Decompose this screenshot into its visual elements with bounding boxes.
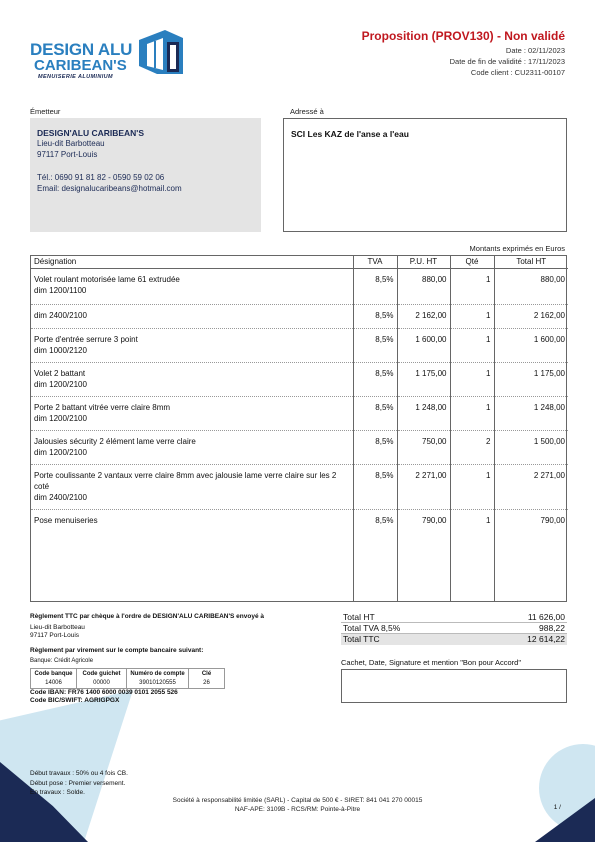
item-tva: 8,5% <box>353 396 397 430</box>
reglement-cheque: Règlement TTC par chèque à l'ordre de DESIGN'ALU CARIBEAN'S envoyé à <box>30 613 264 620</box>
footer-legal-line2: NAF-APE: 3109B - RCS/RM: Pointe-à-Pitre <box>234 806 361 813</box>
item-desc: Volet 2 battant <box>34 368 86 378</box>
bic: Code BIC/SWIFT: AGRIGPGX <box>30 697 120 704</box>
bank-header-cell: Clé <box>189 669 225 679</box>
item-desc: dim 2400/2100 <box>34 310 87 320</box>
bank-header-cell: Code banque <box>31 669 77 679</box>
header-designation: Désignation <box>31 256 353 268</box>
item-total: 1 248,00 <box>494 396 568 430</box>
header-tva: TVA <box>353 256 397 268</box>
item-desc: Jalousies sécurity 2 élément lame verre claire <box>34 436 196 446</box>
table-row <box>31 430 568 464</box>
bank-header-cell: Code guichet <box>77 669 127 679</box>
item-total: 1 600,00 <box>494 328 568 362</box>
total-tva-value: 988,22 <box>539 623 565 633</box>
total-ht-row <box>341 612 567 623</box>
item-total: 1 175,00 <box>494 362 568 396</box>
window-logo-icon <box>135 28 185 76</box>
item-desc: Pose menuiseries <box>34 515 98 525</box>
column-divider <box>450 269 451 601</box>
item-sub: dim 1200/2100 <box>34 413 87 423</box>
bank-value-cell: 39010120555 <box>127 679 189 689</box>
item-desc: Porte d'entrée serrure 3 point <box>34 334 138 344</box>
item-total: 880,00 <box>494 268 568 304</box>
reglement-address1: Lieu-dit Barbotteau <box>30 624 85 631</box>
item-pu: 1 175,00 <box>397 362 450 396</box>
item-total: 1 500,00 <box>494 430 568 464</box>
item-pu: 750,00 <box>397 430 450 464</box>
item-sub: dim 1200/2100 <box>34 379 87 389</box>
proposal-title: Proposition (PROV130) - Non validé <box>361 29 565 43</box>
destinataire-label: Adressé à <box>290 107 324 116</box>
column-divider <box>494 269 495 601</box>
total-ttc-value: 12 614,22 <box>527 634 565 644</box>
item-description <box>31 362 353 396</box>
table-row <box>31 396 568 430</box>
item-qty: 1 <box>450 396 494 430</box>
item-tva: 8,5% <box>353 328 397 362</box>
item-tva: 8,5% <box>353 362 397 396</box>
column-divider <box>397 269 398 601</box>
bank-value-cell: 14006 <box>31 679 77 689</box>
item-description <box>31 328 353 362</box>
item-tva: 8,5% <box>353 509 397 533</box>
item-tva: 8,5% <box>353 464 397 509</box>
table-row <box>31 268 568 304</box>
table-row <box>31 328 568 362</box>
emetteur-name: DESIGN'ALU CARIBEAN'S <box>37 128 144 138</box>
logo-text-line2: CARIBEAN'S <box>34 57 127 74</box>
item-pu: 1 600,00 <box>397 328 450 362</box>
item-desc: Porte 2 battant vitrée verre claire 8mm <box>34 402 171 412</box>
reglement-address2: 97117 Port-Louis <box>30 632 80 639</box>
table-header-row <box>31 256 568 268</box>
items-table <box>30 255 567 602</box>
iban: Code IBAN: FR76 1400 6000 0039 0101 2055 526 <box>30 689 178 696</box>
client-code: Code client : CU2311-00107 <box>470 68 565 77</box>
item-description <box>31 430 353 464</box>
item-sub: dim 1200/2100 <box>34 447 87 457</box>
totals-block <box>341 612 567 645</box>
total-ttc-label: Total TTC <box>343 634 380 644</box>
bank-value-row <box>31 679 225 689</box>
reglement-virement: Règlement par virement sur le compte bancaire suivant: <box>30 647 204 654</box>
total-ht-value: 11 626,00 <box>527 612 565 622</box>
total-ht-label: Total HT <box>343 612 375 622</box>
item-qty: 1 <box>450 304 494 328</box>
page-number: 1 / <box>553 804 561 811</box>
bank-value-cell: 00000 <box>77 679 127 689</box>
destinataire-name: SCI Les KAZ de l'anse a l'eau <box>291 129 409 139</box>
item-sub: dim 1200/1100 <box>34 285 87 295</box>
logo-text-line3: MENUISERIE ALUMINIUM <box>38 74 114 80</box>
column-divider <box>353 269 354 601</box>
destinataire-box <box>283 118 567 232</box>
bank-name: Banque: Crédit Agricole <box>30 658 94 664</box>
bank-header-row <box>31 669 225 679</box>
item-sub: dim 1000/2120 <box>34 345 87 355</box>
total-tva-row <box>341 623 567 634</box>
item-pu: 880,00 <box>397 268 450 304</box>
note-line: Début travaux : 50% ou 4 fois CB. <box>30 770 128 777</box>
item-qty: 1 <box>450 509 494 533</box>
signature-label: Cachet, Date, Signature et mention "Bon pour Accord" <box>341 658 522 667</box>
item-pu: 790,00 <box>397 509 450 533</box>
item-total: 2 271,00 <box>494 464 568 509</box>
item-desc: Volet roulant motorisée lame 61 extrudée <box>34 274 180 284</box>
item-pu: 1 248,00 <box>397 396 450 430</box>
emetteur-address2: 97117 Port-Louis <box>37 150 98 159</box>
item-description <box>31 396 353 430</box>
logo-text-line1: DESIGN ALU <box>30 40 133 59</box>
item-sub: dim 2400/2100 <box>34 492 87 502</box>
bank-value-cell: 26 <box>189 679 225 689</box>
item-description <box>31 304 353 328</box>
item-qty: 1 <box>450 362 494 396</box>
bank-header-cell: Numéro de compte <box>127 669 189 679</box>
emetteur-box <box>30 118 261 232</box>
item-tva: 8,5% <box>353 268 397 304</box>
table-row <box>31 464 568 509</box>
item-description <box>31 464 353 509</box>
note-line: En travaux : Solde. <box>30 789 85 796</box>
item-description <box>31 268 353 304</box>
company-logo <box>30 28 190 83</box>
emetteur-phone: Tél.: 0690 91 81 82 - 0590 59 02 06 <box>37 173 165 182</box>
total-ttc-row <box>341 634 567 645</box>
header-total: Total HT <box>494 256 568 268</box>
item-total: 790,00 <box>540 515 565 525</box>
table-row <box>31 362 568 396</box>
table-row <box>31 304 568 328</box>
item-tva: 8,5% <box>353 430 397 464</box>
item-qty: 1 <box>450 328 494 362</box>
emetteur-label: Émetteur <box>30 107 61 116</box>
note-line: Début pose : Premier versement. <box>30 780 126 787</box>
item-pu: 2 271,00 <box>397 464 450 509</box>
signature-box[interactable] <box>341 669 567 703</box>
item-qty: 1 <box>450 268 494 304</box>
proposal-validity-date: Date de fin de validité : 17/11/2023 <box>449 57 565 66</box>
item-qty: 2 <box>450 430 494 464</box>
footer-legal-line1: Société à responsabilité limitée (SARL) - Capital de 500 € - SIRET: 841 041 270 00015 <box>172 797 423 804</box>
table-row <box>31 509 568 533</box>
currency-note: Montants exprimés en Euros <box>469 244 565 253</box>
item-total: 2 162,00 <box>494 304 568 328</box>
proposal-date: Date : 02/11/2023 <box>505 46 565 55</box>
header-pu: P.U. HT <box>397 256 450 268</box>
item-qty: 1 <box>450 464 494 509</box>
bank-details-table <box>30 668 225 689</box>
item-pu: 2 162,00 <box>397 304 450 328</box>
item-tva: 8,5% <box>353 304 397 328</box>
emetteur-email: Email: designalucaribeans@hotmail.com <box>37 184 182 193</box>
item-desc: Porte coulissante 2 vantaux verre claire 8mm avec jalousie lame verre claire sur les 2 coté <box>34 470 337 491</box>
emetteur-address1: Lieu-dit Barbotteau <box>37 139 105 148</box>
header-qty: Qté <box>450 256 494 268</box>
item-description <box>31 509 353 533</box>
total-tva-label: Total TVA 8,5% <box>343 623 401 633</box>
